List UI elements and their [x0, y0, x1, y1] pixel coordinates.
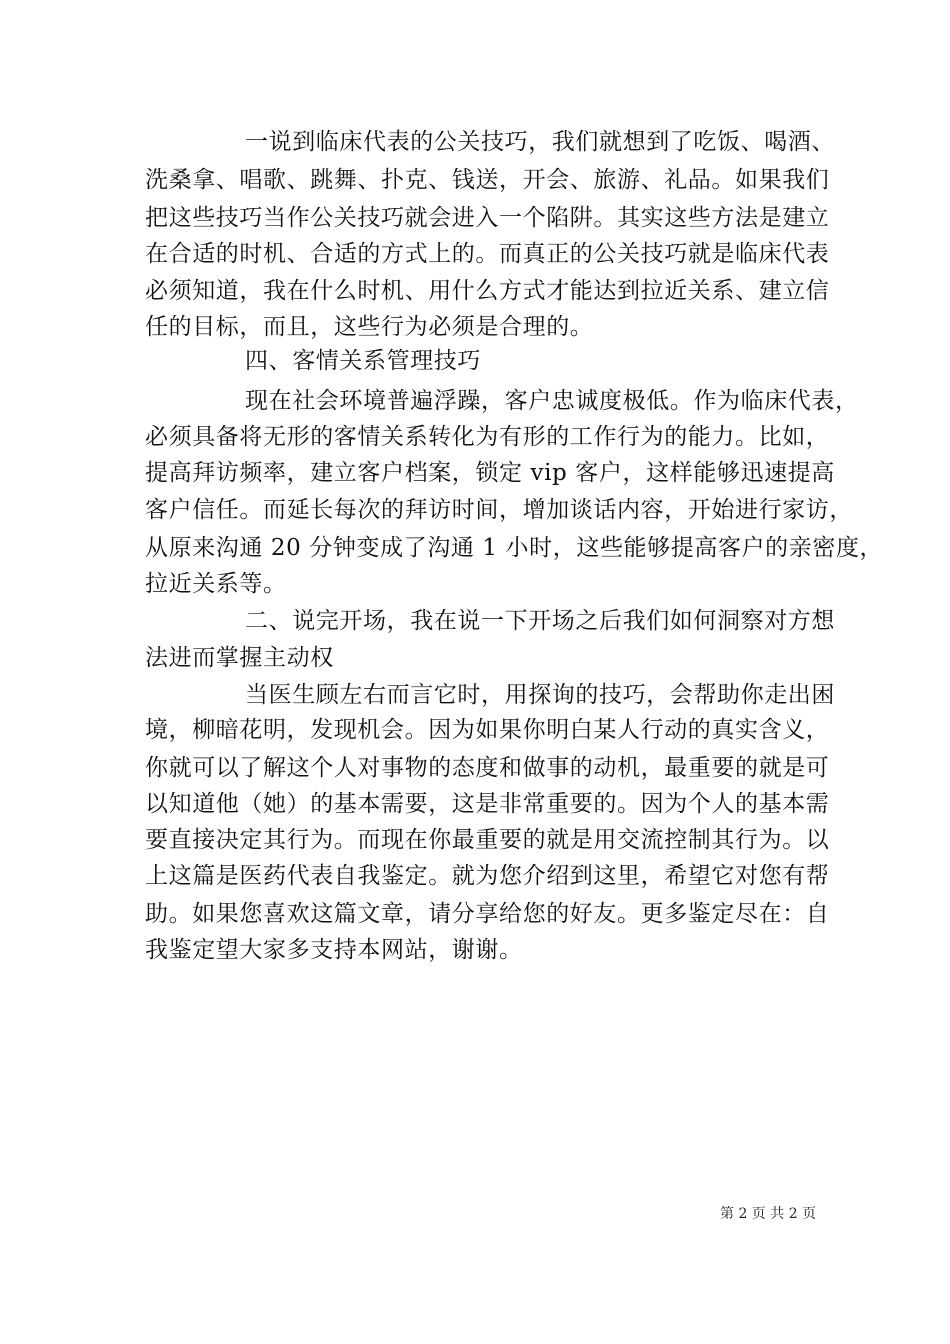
paragraph-line: 你就可以了解这个人对事物的态度和做事的动机，最重要的就是可	[145, 755, 830, 781]
paragraph-line: 必须具备将无形的客情关系转化为有形的工作行为的能力。比如，	[145, 424, 830, 450]
page-number-footer: 第 2 页 共 2 页	[720, 1206, 817, 1222]
paragraph-line: 在合适的时机、合适的方式上的。而真正的公关技巧就是临床代表	[145, 241, 830, 267]
paragraph-line: 必须知道，我在什么时机、用什么方式才能达到拉近关系、建立信	[145, 278, 830, 304]
paragraph-line: 拉近关系等。	[145, 571, 287, 597]
section-heading: 四、客情关系管理技巧	[245, 348, 481, 374]
paragraph-line: 提高拜访频率，建立客户档案，锁定 vip 客户，这样能够迅速提高	[145, 460, 835, 486]
paragraph-line: 当医生顾左右而言它时，用探询的技巧，会帮助你走出困	[245, 682, 835, 708]
paragraph-line: 现在社会环境普遍浮躁，客户忠诚度极低。作为临床代表，	[245, 388, 859, 414]
section-heading-continued: 法进而掌握主动权	[145, 645, 334, 671]
paragraph-line: 上这篇是医药代表自我鉴定。就为您介绍到这里，希望它对您有帮	[145, 863, 830, 889]
paragraph-line: 洗桑拿、唱歌、跳舞、扑克、钱送，开会、旅游、礼品。如果我们	[145, 167, 830, 193]
paragraph-line: 客户信任。而延长每次的拜访时间，增加谈话内容，开始进行家访，	[145, 497, 853, 523]
paragraph-line: 任的目标，而且，这些行为必须是合理的。	[145, 314, 594, 340]
paragraph-line: 我鉴定望大家多支持本网站，谢谢。	[145, 937, 523, 963]
paragraph-line: 一说到临床代表的公关技巧，我们就想到了吃饭、喝酒、	[245, 129, 835, 155]
paragraph-line: 境，柳暗花明，发现机会。因为如果你明白某人行动的真实含义，	[145, 717, 830, 743]
paragraph-line: 以知道他（她）的基本需要，这是非常重要的。因为个人的基本需	[145, 791, 830, 817]
paragraph-line: 助。如果您喜欢这篇文章，请分享给您的好友。更多鉴定尽在：自	[145, 901, 830, 927]
paragraph-line: 从原来沟通 20 分钟变成了沟通 1 小时，这些能够提高客户的亲密度，	[145, 535, 884, 561]
paragraph-line: 把这些技巧当作公关技巧就会进入一个陷阱。其实这些方法是建立	[145, 205, 830, 231]
paragraph-line: 要直接决定其行为。而现在你最重要的就是用交流控制其行为。以	[145, 827, 830, 853]
section-heading: 二、说完开场，我在说一下开场之后我们如何洞察对方想	[245, 608, 835, 634]
